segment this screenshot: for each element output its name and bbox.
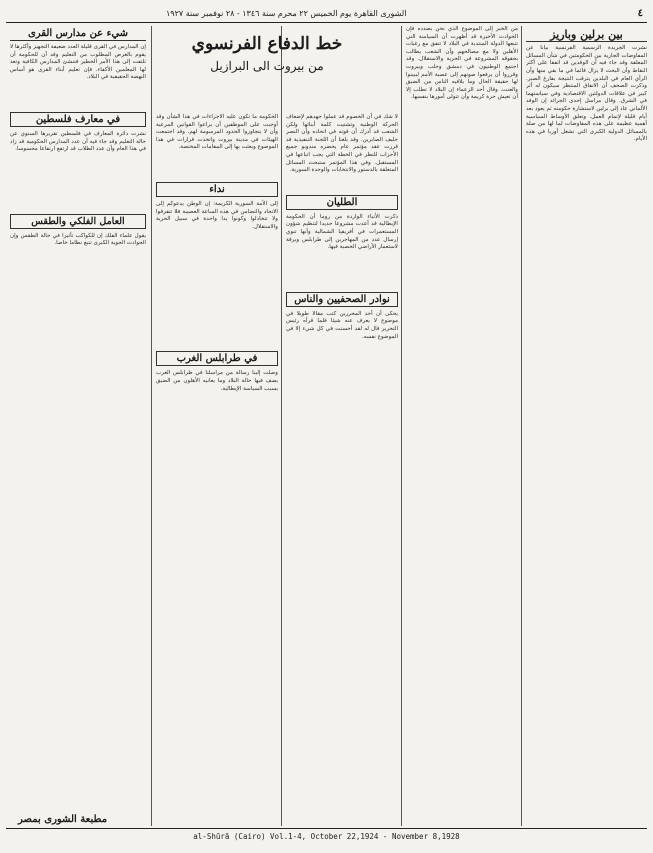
column-rule <box>521 26 522 826</box>
column-2 <box>406 26 518 826</box>
center-headline-line1: خط الدفاع الفرنسوي <box>191 34 343 54</box>
page-number: ٤ <box>637 8 643 19</box>
newspaper-page <box>6 6 647 847</box>
column-3-box2-body: يحكى أن أحد المحررين كتب مقالا طويلا في موضوع لا يعرف عنه شيئا فلما قرأه رئيس التحرير قال له لقد أحسنت في كل شيء إلا في الموضوع نفسه. <box>286 310 398 340</box>
column-5-box2-body: يقول علماء الفلك إن للكواكب تأثيرا في حالة الطقس وإن الحوادث الجوية الكبرى تتبع نظاما خاصا. <box>10 232 146 247</box>
column-3-body: لا شك في أن الخصوم قد عملوا جهدهم لإضعاف الحركة الوطنية وتشتيت كلمة أبنائها ولكن الشعب قد أدرك أن قوته في اتحاده وأن النصر حليف الصابرين. وقد بلغنا أن اللجنة التنفيذية قد قررت عقد مؤتمر عام يحضره مندوبو جميع الأحزاب للنظر في الخطة التي يجب اتباعها في المستقبل. وفي هذا المؤتمر ستبحث المسائل المتعلقة بالدستور والانتخابات والوحدة السورية. <box>286 114 398 174</box>
column-2-body: من الخبر إلى الموضوع الذي نحن بصدده فإن الحوادث الأخيرة قد أظهرت أن السياسة التي تتبعها الدولة المنتدبة في البلاد لا تتفق مع رغبات الأهلين ولا مع مصالحهم وأن الشعب يطالب بحقوقه المشروعة في الحرية والاستقلال. وقد اجتمع الوطنيون في دمشق وحلب وبيروت وقرروا أن يرفعوا صوتهم إلى عصبة الأمم ليبينوا لها حقيقة الحال وما يلاقيه الناس من الضيق والعنت. وقال أحد الزعماء إن البلاد لا تطلب إلا أن تعيش حرة كريمة وأن تتولى أمورها بنفسها. <box>406 26 518 101</box>
column-3-box2-heading: نوادر الصحفيين والناس <box>286 292 398 307</box>
column-3-box-heading: الطليان <box>286 195 398 210</box>
column-1 <box>526 26 647 826</box>
column-3-box-body: ذكرت الأنباء الواردة من روما أن الحكومة الإيطالية قد أعدت مشروعا جديدا لتنظيم شؤون المستعمرات في أفريقيا الشمالية وأنها تنوي إرسال عدد من المهاجرين إلى طرابلس وبرقة لاستعمار الأراضي الخصبة فيها. <box>286 213 398 251</box>
footer-line: al-Shūrā (Cairo) Vol.1-4, October 22,1924 - November 8,1928 <box>6 828 647 845</box>
column-4-body: الحكومة ما تكون عليه الاجراءات في هذا الشأن وقد أوجبت على الموظفين أن يراعوا القوانين المرعية وأن لا يتجاوزوا الحدود المرسومة لهم. وقد اجتمعت الهيئات في مدينة بيروت واتخذت قرارات في هذا الموضوع وبعثت بها إلى المقامات المختصة. <box>156 114 278 151</box>
column-5 <box>10 26 146 826</box>
center-headline <box>156 34 378 74</box>
column-rule <box>401 26 402 826</box>
column-1-body: نشرت الجريدة الرسمية الفرنسية بيانا عن المفاوضات الجارية بين الحكومتين في شأن المسائل المعلقة وقد جاء فيه أن الوفدين قد اتفقا على أكثر النقاط وأن البحث لا يزال قائما في ما بقي منها وأن الرأي العام في البلدين يترقب النتيجة بفارغ الصبر. وذكرت الصحف أن الاتفاق المنتظر سيكون له أثر كبير في علاقات الدولتين الاقتصادية وفي سياستهما في الشرق. وقال مراسل إحدى الجرائد إن الوفد الألماني عاد إلى برلين لاستشارة حكومته ثم يعود بعد أيام قليلة لإتمام العمل. وتعلق الأوساط السياسية أهمية عظيمة على هذه المفاوضات لما لها من صلة بالمسائل الدولية الكبرى التي تشغل أوربا في هذه الأيام. <box>526 45 647 143</box>
column-4-box2-body: وصلت إلينا رسالة من مراسلنا في طرابلس الغرب يصف فيها حالة البلاد وما يعانيه الأهلون من الضيق بسبب السياسة الإيطالية. <box>156 370 278 392</box>
column-4-box-heading: نداء <box>156 182 278 197</box>
column-4-box2-heading: في طرابلس الغرب <box>156 351 278 366</box>
column-5-box-body: نشرت دائرة المعارف في فلسطين تقريرها السنوي عن حالة التعليم وقد جاء فيه أن عدد المدارس الحكومية قد زاد في هذا العام وأن عدد الطلاب قد ارتفع ارتفاعا محسوسا. <box>10 130 146 153</box>
column-4-box-body: إلى الأمة السورية الكريمة: إن الوطن يدعوكم إلى الاتحاد والتضامن في هذه الساعة العصيبة فلا تتفرقوا ولا تتخاذلوا وكونوا يدا واحدة في سبيل الحرية والاستقلال. <box>156 200 278 230</box>
column-1-heading: بين برلين وباريز <box>526 28 647 42</box>
date-line: الشورى القاهرة يوم الخميس ٢٢ محرم سنة ١٣٤٦ - ٢٨ نوفمبر سنة ١٩٢٧ <box>166 9 407 18</box>
column-4 <box>156 26 278 826</box>
masthead <box>6 6 647 23</box>
column-rule <box>281 26 282 826</box>
column-5-box2-heading: العامل الفلكي والطقس <box>10 214 146 229</box>
column-5-body: إن المدارس في القرى قليلة العدد ضعيفة التجهيز وأكثرها لا يقوم بالغرض المطلوب من التعليم وقد آن للحكومة أن تلتفت إلى هذا الأمر الخطير فتنشئ المدارس الكافية وتعد لها المعلمين الأكفاء. فإن تعليم أبناء القرى هو أساس النهضة الحقيقية في البلاد. <box>10 44 146 81</box>
center-headline-line2: من بيروت الى البرازيل <box>210 59 324 73</box>
column-5-box-heading: في معارف فلسطين <box>10 112 146 127</box>
printer-stamp: مطبعة الشورى بمصر <box>18 814 108 825</box>
column-rule <box>151 26 152 826</box>
column-3 <box>286 26 398 826</box>
column-5-heading: شيء عن مدارس القرى <box>10 28 146 41</box>
